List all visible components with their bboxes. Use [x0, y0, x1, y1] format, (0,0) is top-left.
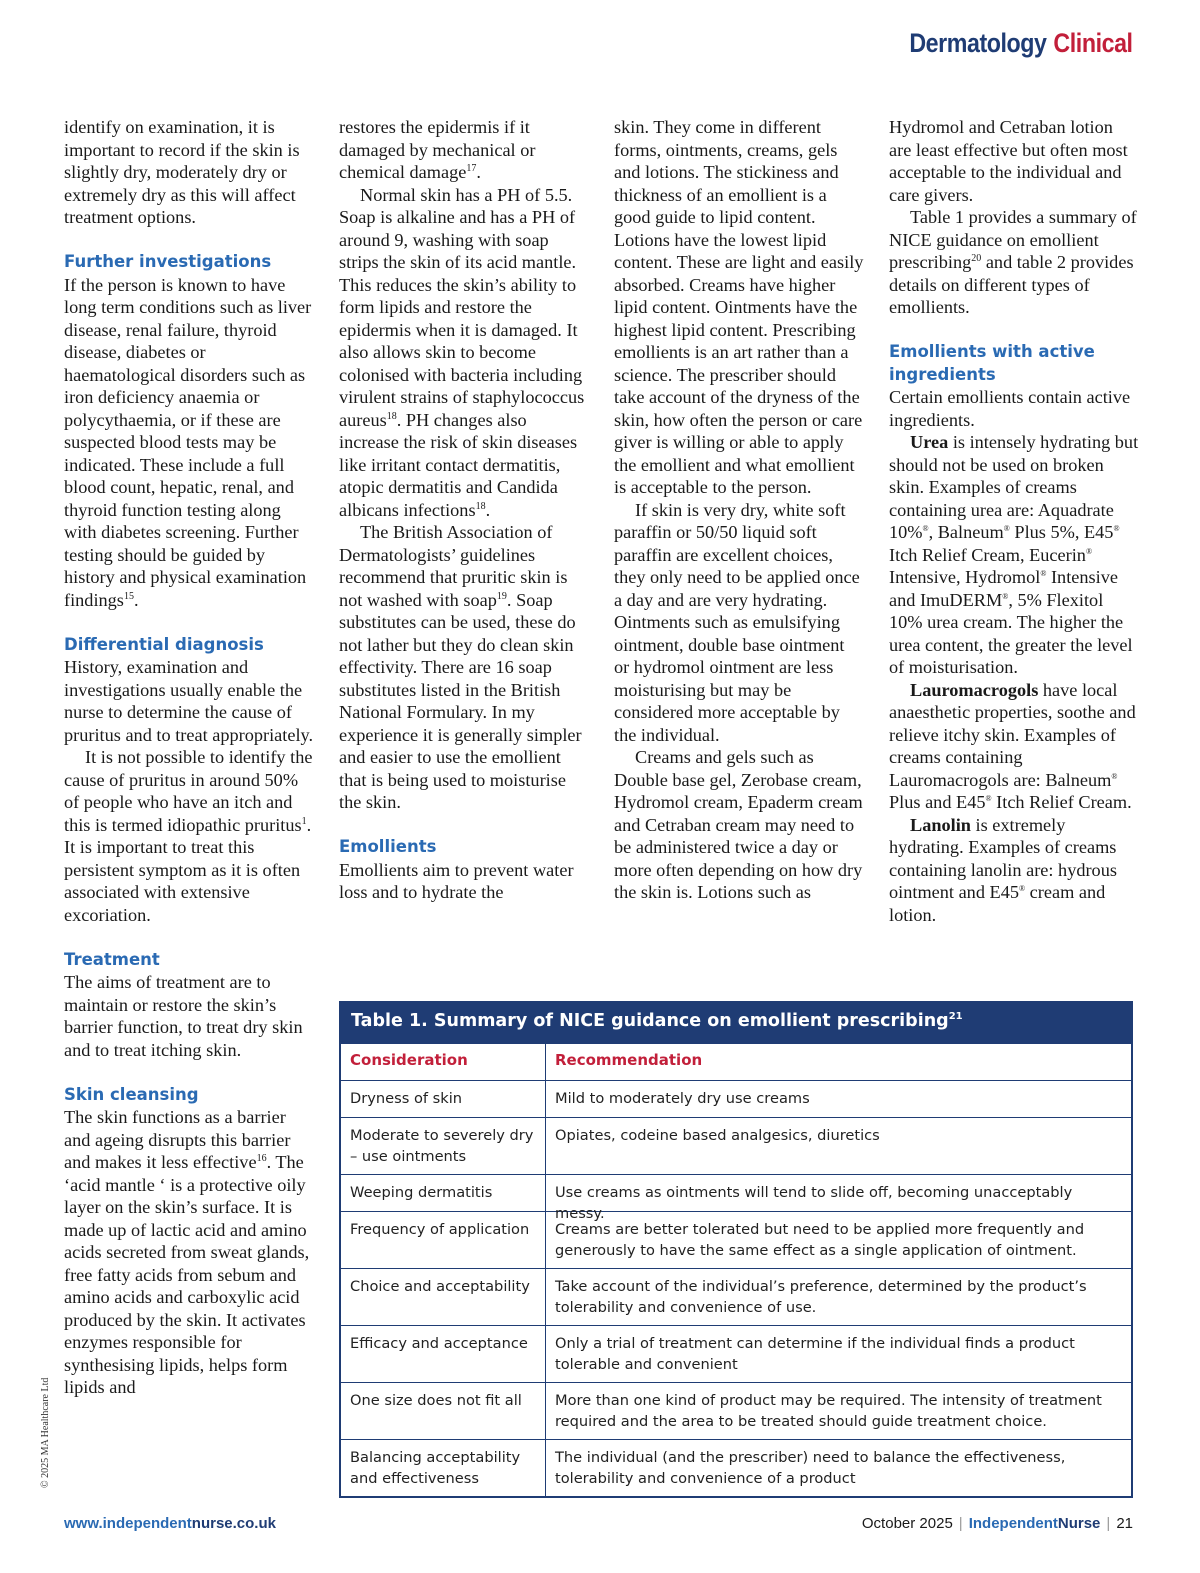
table-row — [341, 1211, 1131, 1268]
column-1 — [64, 116, 314, 1399]
column-3 — [614, 116, 864, 904]
heading-emollients: Emollients — [339, 837, 437, 856]
heading-emollients-active: Emollients with active ingredients — [889, 342, 1095, 384]
table-cell: Opiates, codeine based analgesics, diuretics — [555, 1127, 880, 1144]
heading-treatment: Treatment — [64, 949, 160, 969]
paragraph: The skin functions as a barrier and ageing disrupts this barrier and makes it less effective$^{16}$. The ‘acid mantle ‘ is a protective oily layer on the skin’s surface. It is made up of lactic acid and amino acids secreted from sweat glands, free fatty acids from sebum and amino acids and carboxylic acid produced by the skin. It activates enzymes responsible for synthesising lipids, helps form lipids and — [64, 1107, 310, 1397]
table-header-row — [341, 1043, 1131, 1080]
table-cell: Use creams as ointments will tend to slide off, becoming unacceptably messy. — [555, 1184, 1073, 1222]
table-cell: Take account of the individual’s preference, determined by the product’s tolerability and convenience of use. — [555, 1278, 1087, 1316]
table-row — [341, 1117, 1131, 1174]
paragraph: If the person is known to have long term conditions such as liver disease, renal failure, thyroid disease, diabetes or haematological disorders such as iron deficiency anaemia or polycythaemia, or if these are suspected blood tests may be indicated. These include a full blood count, hepatic, renal, and thyroid function testing along with diabetes screening. Further testing should be guided by history and physical examination findings$^{15}$. — [64, 274, 312, 610]
paragraph: skin. They come in different forms, ointments, creams, gels and lotions. The stickiness and thickness of an emollient is a good guide to lipid content. Lotions have the lowest lipid content. These are light and easily absorbed. Creams have higher lipid content. Ointments have the highest lipid content. Prescribing emollients is an art rather than a science. The prescriber should take account of the dryness of the skin, how often the person or care giver is willing or able to apply the emollient and what emollient is acceptable to the person. — [614, 117, 864, 497]
table-cell: More than one kind of product may be required. The intensity of treatment required and the area to be treated should guide treatment choice. — [555, 1392, 1102, 1430]
reference: 1 — [301, 815, 307, 827]
issue-date: October 2025 — [861, 1515, 953, 1532]
column-header-recommendation: Recommendation — [555, 1051, 703, 1069]
heading-skin-cleansing: Skin cleansing — [64, 1084, 199, 1104]
reference: 17 — [466, 162, 477, 174]
reference: 21 — [948, 1011, 963, 1023]
paragraph: Creams and gels such as Double base gel, Zerobase cream, Hydromol cream, Epaderm cream and Cetraban cream may need to be administered twice a day or more often depending on how dry the skin is. Lotions such as — [614, 747, 863, 902]
paragraph: History, examination and investigations usually enable the nurse to determine the cause of pruritus and to treat appropriately. — [64, 657, 314, 745]
table-cell: Only a trial of treatment can determine if the individual finds a product tolerable and convenient — [555, 1335, 1075, 1373]
table-cell: Creams are better tolerated but need to be applied more frequently and generously to have the same effect as a single application of ointment. — [555, 1221, 1085, 1259]
table-cell: The individual (and the prescriber) need to balance the effectiveness, tolerability and convenience of a product — [555, 1449, 1066, 1487]
column-4 — [889, 116, 1139, 926]
paragraph: restores the epidermis if it damaged by mechanical or chemical damage$^{17}$. — [339, 117, 536, 182]
website-link[interactable]: www.independentnurse.co.uk — [64, 1515, 276, 1532]
table-cell: Choice and acceptability — [341, 1269, 546, 1325]
reference: 19 — [496, 590, 507, 602]
copyright-notice: © 2025 MA Healthcare Ltd — [40, 1377, 51, 1488]
paragraph: identify on examination, it is important to record if the skin is slightly dry, moderately dry or extremely dry as this will affect treatment options. — [64, 117, 300, 227]
section-label: Dermatology — [909, 28, 1047, 58]
paragraph: Emollients aim to prevent water loss and to hydrate the — [339, 859, 574, 902]
table-row — [341, 1174, 1131, 1222]
table-cell: Efficacy and acceptance — [341, 1326, 546, 1382]
footer-issue-info: October 2025 | IndependentNurse | 21 — [861, 1515, 1133, 1532]
paragraph-urea: Urea is intensely hydrating but should not be used on broken skin. Examples of creams containing urea are: Aquadrate 10%®, Balneum® Plus 5%, E45® Itch Relief Cream, Eucerin® Intensive, Hydromol® Intensive and ImuDERM®, 5% Flexitol 10% urea cream. The higher the urea content, the greater the level of moisturisation. — [889, 432, 1139, 677]
section-header — [910, 28, 1133, 59]
magazine-name: Independent — [968, 1515, 1058, 1532]
page-number: 21 — [1116, 1515, 1133, 1532]
table-cell: Mild to moderately dry use creams — [555, 1090, 810, 1107]
heading-differential-diagnosis: Differential diagnosis — [64, 634, 264, 654]
table-cell: Moderate to severely dry – use ointments — [341, 1118, 546, 1174]
paragraph-lauromacrogols: Lauromacrogols have local anaesthetic properties, soothe and relieve itchy skin. Examples of creams containing Lauromacrogols are: Balneum® Plus and E45® Itch Relief Cream. — [889, 679, 1136, 812]
paragraph: Table 1 provides a summary of NICE guidance on emollient prescribing$^{20}$ and table 2 provides details on different types of emollients. — [889, 207, 1137, 317]
subsection-label: Clinical — [1053, 28, 1133, 58]
reference: 20 — [971, 252, 982, 264]
paragraph: The British Association of Dermatologists’ guidelines recommend that pruritic skin is not washed with soap$^{19}$. Soap substitutes can be used, these do not lather but they do clean skin effectivity. There are 16 soap substitutes listed in the British National Formulary. In my experience it is generally simpler and easier to use the emollient that is being used to moisturise the skin. — [339, 522, 582, 812]
paragraph: Hydromol and Cetraban lotion are least effective but often most acceptable to the individual and care givers. — [889, 117, 1128, 205]
column-header-consideration: Consideration — [341, 1044, 546, 1080]
reference: 18 — [475, 500, 486, 512]
table-cell: Weeping dermatitis — [341, 1175, 546, 1211]
paragraph: It is not possible to identify the cause of pruritus in around 50% of people who have an itch and this is termed idiopathic pruritus$^1$. It is important to treat this persistent symptom as it is often associated with extensive excoriation. — [64, 747, 313, 925]
table-cell: Frequency of application — [341, 1212, 546, 1268]
paragraph: Normal skin has a PH of 5.5. Soap is alkaline and has a PH of around 9, washing with soap strips the skin of its acid mantle. This reduces the skin’s ability to form lipids and restore the epidermis when it is damaged. It also allows skin to become colonised with bacteria including virulent strains of staphylococcus aureus$^{18}$. PH changes also increase the risk of skin diseases like irritant contact dermatitis, atopic dermatitis and Candida albicans infections$^{18}$. — [339, 184, 585, 520]
table-cell: Dryness of skin — [341, 1081, 546, 1117]
table-row — [341, 1268, 1131, 1325]
paragraph-lanolin: Lanolin is extremely hydrating. Examples of creams containing lanolin are: hydrous ointment and E45® cream and lotion. — [889, 814, 1117, 925]
table-cell: Balancing acceptability and effectiveness — [341, 1440, 546, 1496]
nice-guidance-table — [339, 1001, 1133, 1498]
table-title: Table 1. Summary of NICE guidance on emollient prescribing$^{21}$ — [341, 1003, 1131, 1043]
reference: 15 — [123, 590, 134, 602]
paragraph: The aims of treatment are to maintain or restore the skin’s barrier function, to treat dry skin and to treat itching skin. — [64, 972, 303, 1060]
table-row — [341, 1382, 1131, 1439]
column-2 — [339, 116, 589, 904]
reference: 16 — [256, 1152, 267, 1164]
table-row — [341, 1080, 1131, 1117]
paragraph: Certain emollients contain active ingredients. — [889, 387, 1131, 430]
table-cell: One size does not fit all — [341, 1383, 546, 1439]
table-row — [341, 1325, 1131, 1382]
heading-further-investigations: Further investigations — [64, 252, 272, 271]
reference: 18 — [386, 410, 397, 422]
table-row — [341, 1439, 1131, 1496]
paragraph: If skin is very dry, white soft paraffin or 50/50 liquid soft paraffin are excellent choices, they only need to be applied once a day and are very hydrating. Ointments such as emulsifying ointment, double base ointment or hydromol ointment are less moisturising but may be considered more acceptable by the individual. — [614, 499, 860, 745]
